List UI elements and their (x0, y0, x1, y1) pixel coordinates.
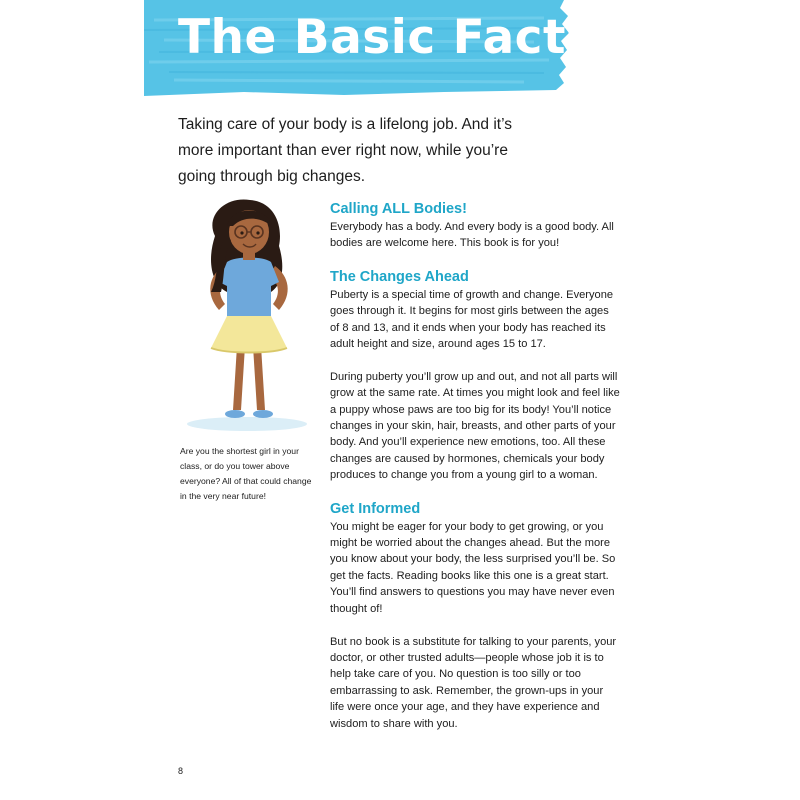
intro-paragraph: Taking care of your body is a lifelong job. And it’s more important than ever right now, while you’re going through big changes. (178, 116, 513, 185)
girl-illustration (175, 196, 315, 436)
section-paragraph: But no book is a substitute for talking to your parents, your doctor, or other trusted adults—people whose job it is to help take care of you. No question is too silly or too embarrassing to ask. Remember, the grown-ups in your life were once your age, and they have experience and wisdom to share with you. (330, 635, 617, 730)
main-content (330, 200, 620, 732)
section-heading-calling-all-bodies: Calling ALL Bodies! (330, 201, 467, 217)
girl-figure-icon (175, 196, 315, 436)
illustration-caption: Are you the shortest girl in your class, or do you tower above everyone? All of that could change in the very near future! (180, 446, 312, 501)
page-number: 8 (178, 766, 184, 776)
section-paragraph: Puberty is a special time of growth and change. Everyone goes through it. It begins for most girls between the ages of 8 and 13, and it ends when your body has reached its adult height and size, around ages 15 to 17. (330, 288, 614, 351)
section-heading-get-informed: Get Informed (330, 500, 421, 517)
section-heading-the-changes-ahead: The Changes Ahead (330, 268, 469, 285)
section-paragraph: During puberty you’ll grow up and out, and not all parts will grow at the same rate. At times you might look and feel like a puppy whose paws are too big for its body! You’ll notice changes in your skin, hair, breasts, and other parts of your body. And you’ll experience new emotions, too. All these changes are caused by hormones, chemicals your body produces to change you from a young girl to a woman. (330, 370, 620, 482)
section-paragraph: Everybody has a body. And every body is a good body. All bodies are welcome here. This book is for you! (330, 221, 614, 250)
page-title: The Basic Facts (178, 10, 595, 65)
section-paragraph: You might be eager for your body to get growing, or you might be worried about the changes ahead. But the more you know about your body, the less surprised you’ll be. So get the facts. Reading books like this one is a great start. You’ll find answers to questions you may have never even thought of! (330, 520, 616, 615)
title-banner (144, 0, 595, 96)
